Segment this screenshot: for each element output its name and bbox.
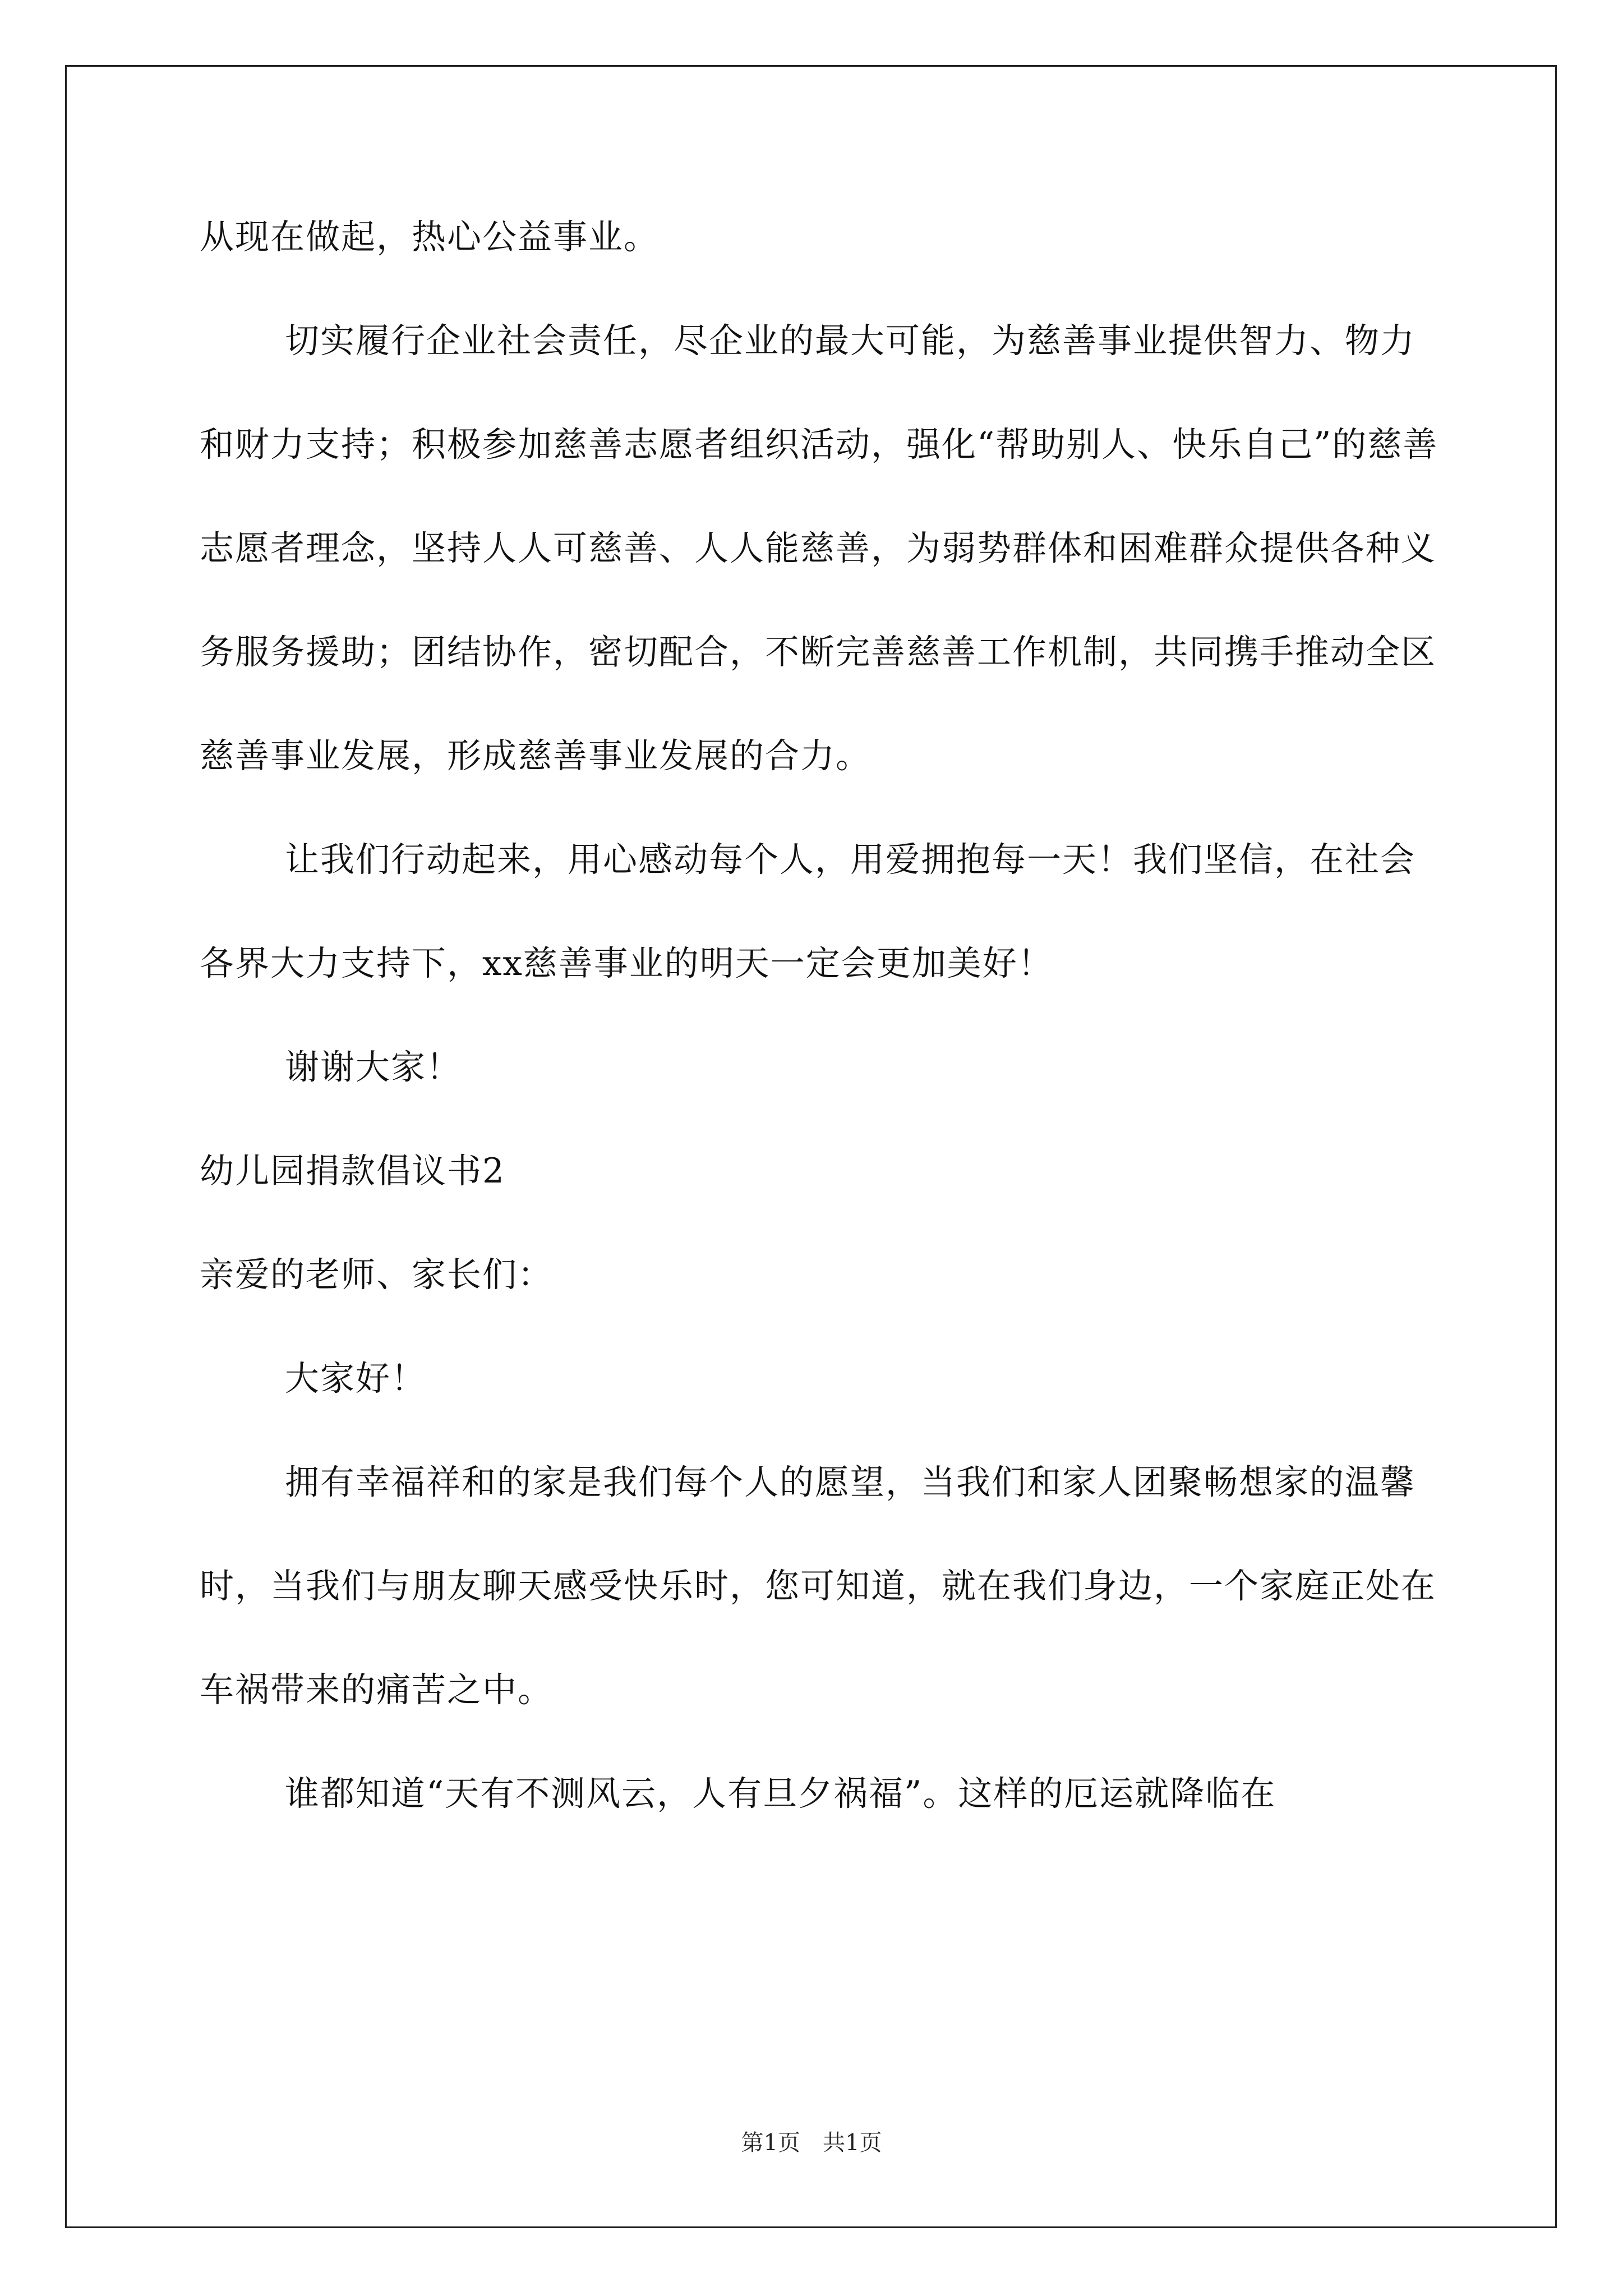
paragraph-8: 拥有幸福祥和的家是我们每个人的愿望，当我们和家人团聚畅想家的温馨时，当我们与朋友聊天感受快乐时，您可知道，就在我们身边，一个家庭正处在车祸带来的痛苦之中。 (200, 1462, 1437, 1710)
section-title: 幼儿园捐款倡议书2 (200, 1151, 505, 1191)
document-body (200, 185, 1439, 1846)
salutation: 亲爱的老师、家长们： (200, 1255, 554, 1295)
paragraph-4: 谢谢大家！ (285, 1047, 462, 1087)
greeting: 大家好！ (285, 1359, 427, 1398)
page-footer: 第1页 共1页 (741, 2130, 882, 2156)
paragraph-3: 让我们行动起来，用心感动每个人，用爱拥抱每一天！我们坚信，在社会各界大力支持下，xx慈善事业的明天一定会更加美好！ (200, 840, 1416, 983)
paragraph-1: 从现在做起，热心公益事业。 (200, 217, 660, 257)
paragraph-2: 切实履行企业社会责任，尽企业的最大可能，为慈善事业提供智力、物力和财力支持；积极参加慈善志愿者组织活动，强化“帮助别人、快乐自己”的慈善志愿者理念，坚持人人可慈善、人人能慈善，为弱势群体和困难群众提供各种义务服务援助；团结协作，密切配合，不断完善慈善工作机制，共同携手推动全区慈善事业发展，形成慈善事业发展的合力。 (200, 321, 1438, 776)
paragraph-9: 谁都知道“天有不测风云，人有旦夕祸福”。这样的厄运就降临在 (285, 1774, 1276, 1814)
